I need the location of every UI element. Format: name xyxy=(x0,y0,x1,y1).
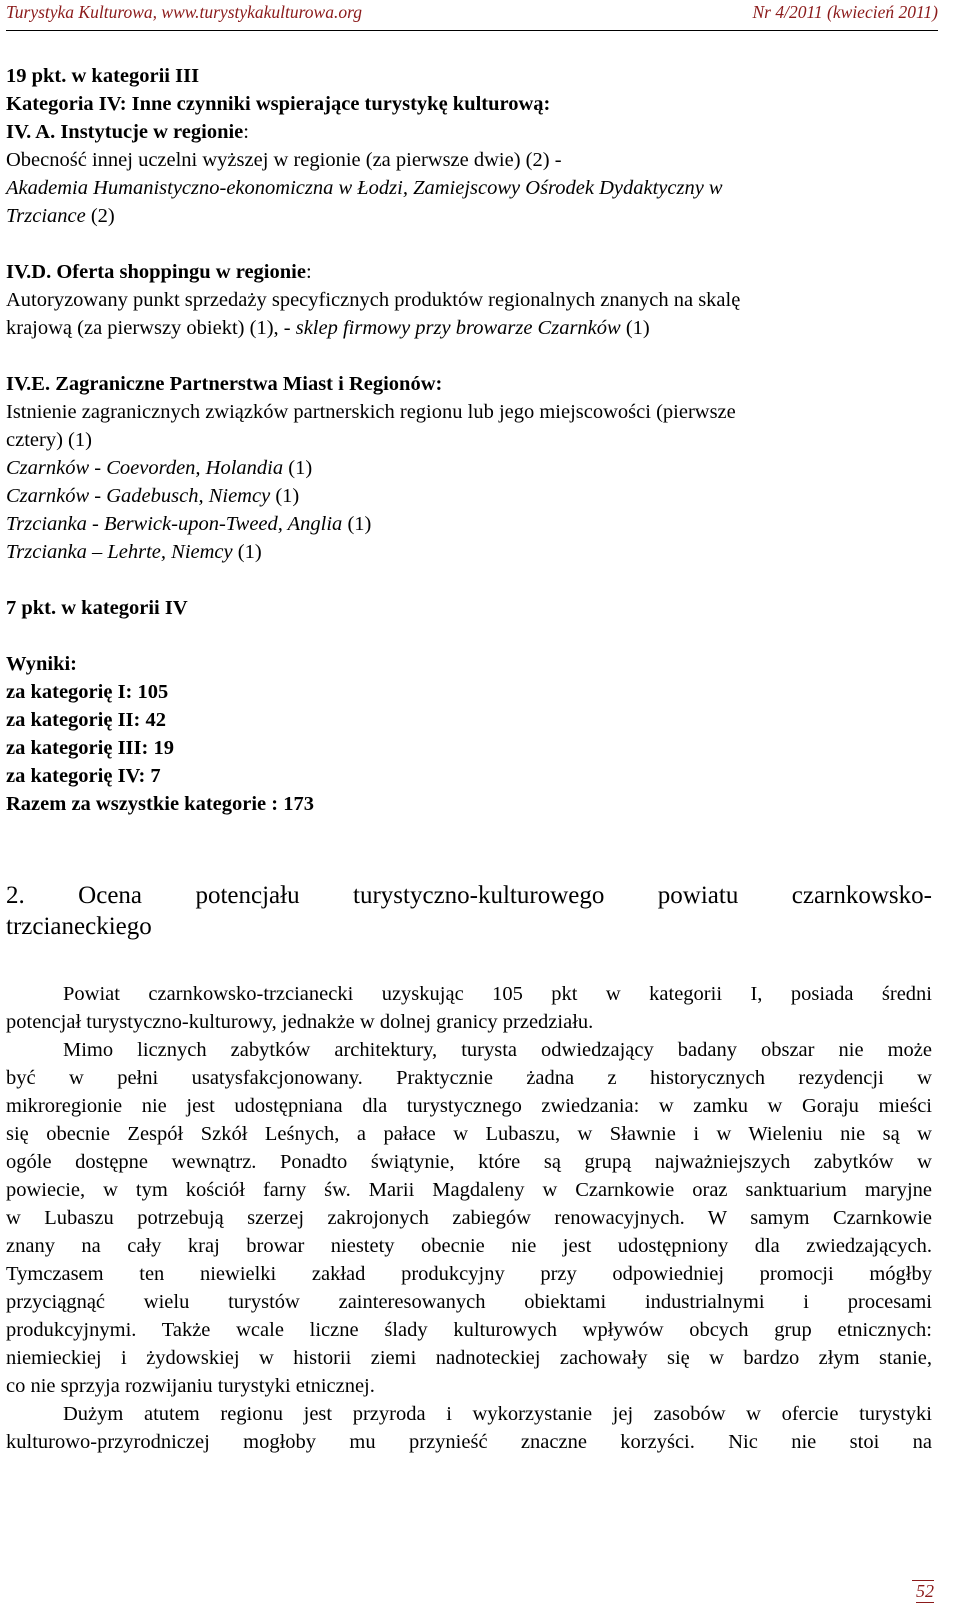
partner-name: Czarnków - Gadebusch, Niemcy xyxy=(6,485,271,507)
partner-name: Trzcianka - Berwick-upon-Tweed, Anglia xyxy=(6,513,343,535)
partner-score: (1) xyxy=(232,541,262,563)
category-4-heading: Kategoria IV: Inne czynniki wspierające turystykę kulturową: xyxy=(6,93,551,115)
page-number: 52 xyxy=(916,1581,934,1601)
results-title: Wyniki: xyxy=(6,653,78,675)
section-iva-line1: Obecność innej uczelni wyższej w regionie (za pierwsze dwie) (2) - xyxy=(6,149,562,171)
partner-item xyxy=(6,510,932,538)
paragraph-line: kulturowo-przyrodniczej mogłoby mu przynieść znaczne korzyści. Nic nie stoi na xyxy=(6,1431,932,1453)
section2-heading-line1: 2. Ocena potencjału turystyczno-kulturowego powiatu czarnkowsko- xyxy=(6,882,932,909)
section-ivd-line2-start: krajową (za pierwszy obiekt) (1), - xyxy=(6,317,296,339)
header-issue: Nr 4/2011 (kwiecień 2011) xyxy=(752,2,938,22)
header-journal-title: Turystyka Kulturowa, www.turystykakulturowa.org xyxy=(6,2,363,22)
results-total: Razem za wszystkie kategorie : 173 xyxy=(6,793,314,815)
results-cat4: za kategorię IV: 7 xyxy=(6,765,161,787)
partner-score: (1) xyxy=(283,457,313,479)
section-ive-line2: cztery) (1) xyxy=(6,429,92,451)
section-iva-trzcianka: Trzciance xyxy=(6,205,86,227)
section-ivd-line2 xyxy=(6,314,932,342)
section-ivd-heading: IV.D. Oferta shoppingu w regionie: xyxy=(6,261,312,283)
results-cat2: za kategorię II: 42 xyxy=(6,709,166,731)
results-cat3: za kategorię III: 19 xyxy=(6,737,174,759)
partner-item xyxy=(6,454,932,482)
running-header xyxy=(6,0,938,31)
paragraph-line: znany na cały kraj browar niestety obecnie nie jest udostępniony dla zwiedzających. xyxy=(6,1235,932,1257)
paragraph-line: Tymczasem ten niewielki zakład produkcyjny przy odpowiedniej promocji mógłby xyxy=(6,1263,932,1285)
section-iva-score: (2) xyxy=(85,205,115,227)
paragraph-line: Mimo licznych zabytków architektury, turysta odwiedzający badany obszar nie może xyxy=(63,1039,932,1061)
paragraph-line: produkcyjnymi. Także wcale liczne ślady kulturowych wpływów obcych grup etnicznych: xyxy=(6,1319,932,1341)
section-iva-heading: IV. A. Instytucje w regionie: xyxy=(6,121,249,143)
paragraph-line: niemieckiej i żydowskiej w historii ziemi nadnoteckiej zachowały się w bardzo złym stanie, xyxy=(6,1347,932,1369)
score-category-3: 19 pkt. w kategorii III xyxy=(6,65,200,87)
section2-heading-line2: trzcianeckiego xyxy=(6,913,152,940)
section-ive-heading: IV.E. Zagraniczne Partnerstwa Miast i Regionów: xyxy=(6,373,443,395)
section-ivd-shop: sklep firmowy przy browarze Czarnków xyxy=(295,317,621,339)
paragraph-line: ogóle dostępne wewnątrz. Ponadto świątynie, które są grupą najważniejszych zabytków w xyxy=(6,1151,932,1173)
paragraph-3 xyxy=(6,1400,932,1456)
paragraph-line: przyciągnąć wielu turystów zainteresowanych obiektami industrialnymi i procesami xyxy=(6,1291,932,1313)
partner-name: Czarnków - Coevorden, Holandia xyxy=(6,457,284,479)
section-iva-line3 xyxy=(6,202,932,230)
section-iva-line2: Akademia Humanistyczno-ekonomiczna w Łodzi, Zamiejscowy Ośrodek Dydaktyczny w xyxy=(6,177,723,199)
paragraph-1 xyxy=(6,980,932,1036)
partner-name: Trzcianka – Lehrte, Niemcy xyxy=(6,541,233,563)
section-iva-title: IV. A. Instytucje w regionie xyxy=(6,121,244,143)
section-ivd-title: IV.D. Oferta shoppingu w regionie xyxy=(6,261,306,283)
paragraph-line: Dużym atutem regionu jest przyroda i wykorzystanie jej zasobów w ofercie turystyki xyxy=(63,1403,932,1425)
partner-item xyxy=(6,482,932,510)
paragraph-line: być w pełni usatysfakcjonowany. Praktycznie żadna z historycznych rezydencji w xyxy=(6,1067,932,1089)
paragraph-line: potencjał turystyczno-kulturowy, jednakże w dolnej granicy przedziału. xyxy=(6,1011,594,1033)
section-ivd-score: (1) xyxy=(620,317,650,339)
paragraph-line: w Lubaszu potrzebują szerzej zakrojonych zabiegów renowacyjnych. W samym Czarnkowie xyxy=(6,1207,932,1229)
results-cat1: za kategorię I: 105 xyxy=(6,681,169,703)
paragraph-line: się obecnie Zespół Szkół Leśnych, a pałace w Lubaszu, w Sławnie i w Wieleniu nie są w xyxy=(6,1123,932,1145)
score-category-4: 7 pkt. w kategorii IV xyxy=(6,597,188,619)
partner-score: (1) xyxy=(342,513,372,535)
page-body xyxy=(6,62,932,1456)
partner-item xyxy=(6,538,932,566)
section-ivd-line1: Autoryzowany punkt sprzedaży specyficznych produktów regionalnych znanych na skalę xyxy=(6,289,741,311)
partner-score: (1) xyxy=(270,485,300,507)
paragraph-line: mikroregionie nie jest udostępniana dla turystycznego zwiedzania: w zamku w Goraju mieści xyxy=(6,1095,932,1117)
paragraph-2 xyxy=(6,1036,932,1400)
paragraph-line: co nie sprzyja rozwijaniu turystyki etnicznej. xyxy=(6,1375,375,1397)
paragraph-line: Powiat czarnkowsko-trzcianecki uzyskując 105 pkt w kategorii I, posiada średni xyxy=(63,983,932,1005)
section-ive-line1: Istnienie zagranicznych związków partnerskich regionu lub jego miejscowości (pierwsze xyxy=(6,401,736,423)
paragraph-line: powiecie, w tym kościół farny św. Marii Magdaleny w Czarnkowie oraz sanktuarium maryjne xyxy=(6,1179,932,1201)
